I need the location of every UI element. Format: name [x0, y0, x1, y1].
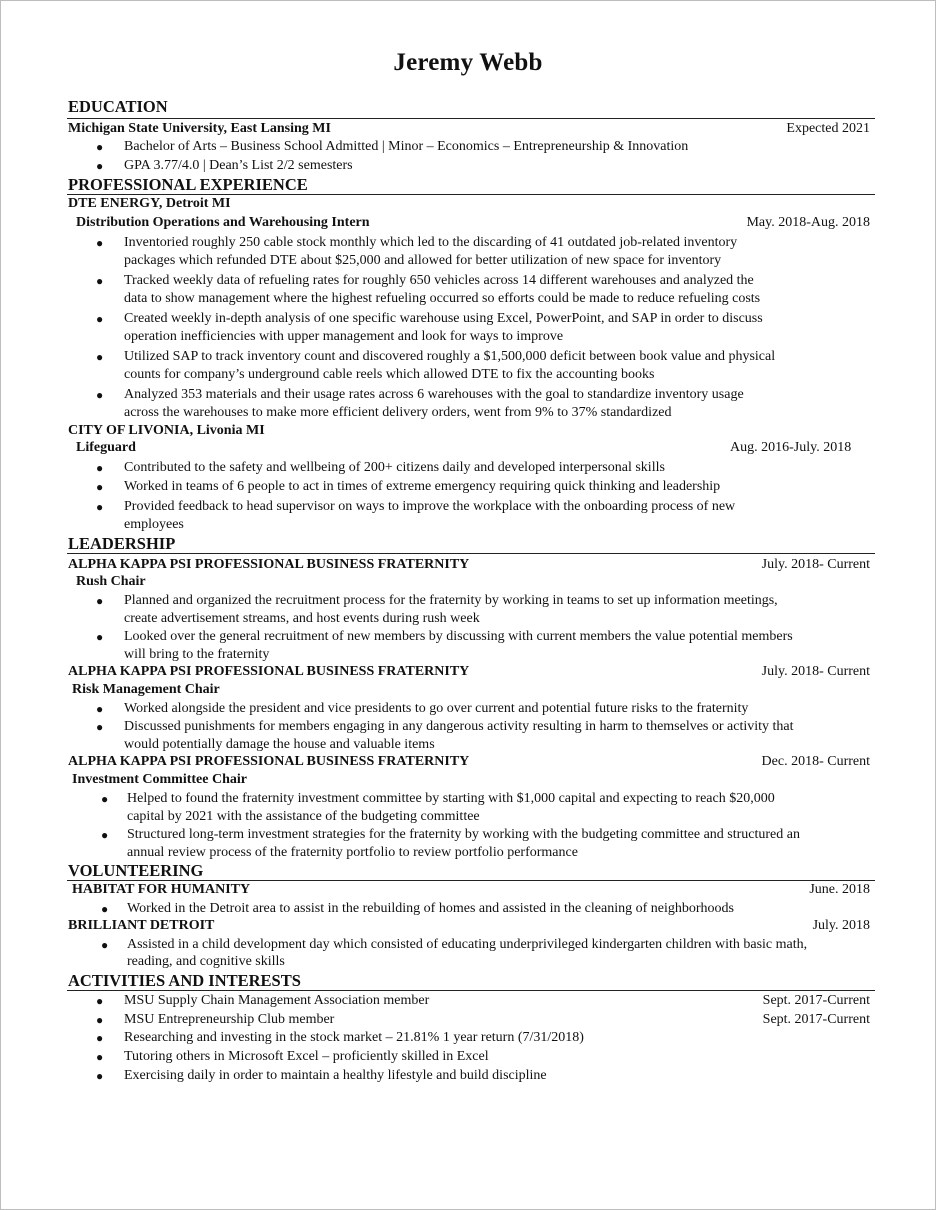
bullet-icon: ● [96, 630, 104, 644]
volunteering-rule [67, 880, 875, 881]
bullet-icon: ● [101, 902, 109, 916]
experience-heading: PROFESSIONAL EXPERIENCE [68, 175, 308, 194]
bullet-icon: ● [96, 994, 104, 1008]
leadership-rule [67, 553, 875, 554]
education-bullet: Bachelor of Arts – Business School Admitted | Minor – Economics – Entrepreneurship & Innovation [124, 139, 689, 154]
education-date: Expected 2021 [786, 121, 870, 136]
bullet-icon: ● [96, 702, 104, 716]
leadership-heading: LEADERSHIP [68, 534, 176, 553]
bullet-icon: ● [96, 350, 104, 364]
role-title: Risk Management Chair [72, 682, 220, 697]
role-bullet-line: Discussed punishments for members engaging in any dangerous activity resulting in harm to themselves or activity that [124, 719, 794, 734]
job-org: CITY OF LIVONIA, Livonia MI [68, 423, 265, 438]
education-bullet: GPA 3.77/4.0 | Dean’s List 2/2 semesters [124, 158, 353, 173]
role-title: Investment Committee Chair [72, 772, 247, 787]
education-heading: EDUCATION [68, 97, 168, 116]
job-bullet-line: Utilized SAP to track inventory count and discovered roughly a $1,500,000 deficit between book value and physical [124, 349, 776, 364]
activity-item: Exercising daily in order to maintain a healthy lifestyle and build discipline [124, 1068, 547, 1083]
job-bullet-line: packages which refunded DTE about $25,000 and allowed for better utilization of new space for inventory [124, 253, 722, 268]
job-date: May. 2018-Aug. 2018 [746, 215, 870, 230]
job-bullet-line: across the warehouses to make more efficient delivery orders, went from 9% to 37% standardized [124, 405, 672, 420]
volunteer-date: July. 2018 [812, 918, 870, 933]
bullet-icon: ● [96, 720, 104, 734]
job-bullet-line: operation inefficiencies with upper management and look for ways to improve [124, 329, 564, 344]
job-bullet-line: Tracked weekly data of refueling rates for roughly 650 vehicles across 14 different warehouses and analyzed the [124, 273, 754, 288]
job-bullet-line: Created weekly in-depth analysis of one specific warehouse using Excel, PowerPoint, and SAP in order to discuss [124, 311, 763, 326]
job-bullet-line: Worked in teams of 6 people to act in times of extreme emergency requiring quick thinking and leadership [124, 479, 721, 494]
role-org: ALPHA KAPPA PSI PROFESSIONAL BUSINESS FRATERNITY [68, 754, 470, 769]
activity-item: MSU Entrepreneurship Club member [124, 1012, 335, 1027]
bullet-icon: ● [101, 828, 109, 842]
volunteer-org: HABITAT FOR HUMANITY [72, 882, 251, 897]
activities-heading: ACTIVITIES AND INTERESTS [68, 971, 301, 990]
role-bullet-line: Planned and organized the recruitment process for the fraternity by working in teams to set up information meetings, [124, 593, 778, 608]
role-date: Dec. 2018- Current [761, 754, 870, 769]
job-bullet-line: Provided feedback to head supervisor on ways to improve the workplace with the onboarding process of new [124, 499, 736, 514]
role-date: July. 2018- Current [761, 557, 870, 572]
volunteer-bullet-line: Assisted in a child development day which consisted of educating underprivileged kindergarten children with basic math, [127, 937, 808, 952]
volunteering-heading: VOLUNTEERING [68, 861, 204, 880]
volunteer-org: BRILLIANT DETROIT [68, 918, 215, 933]
bullet-icon: ● [96, 388, 104, 402]
job-bullet-line: Contributed to the safety and wellbeing of 200+ citizens daily and developed interpersonal skills [124, 460, 665, 475]
job-date: Aug. 2016-July. 2018 [730, 440, 852, 455]
bullet-icon: ● [96, 312, 104, 326]
role-bullet-line: Helped to found the fraternity investment committee by starting with $1,000 capital and expecting to reach $20,000 [127, 791, 775, 806]
activities-rule [67, 990, 875, 991]
bullet-icon: ● [96, 1050, 104, 1064]
bullet-icon: ● [96, 480, 104, 494]
bullet-icon: ● [96, 594, 104, 608]
volunteer-bullet-line: reading, and cognitive skills [127, 954, 285, 969]
job-org: DTE ENERGY, Detroit MI [68, 196, 231, 211]
education-rule [67, 118, 875, 119]
experience-rule [67, 194, 875, 195]
job-bullet-line: employees [124, 517, 184, 532]
bullet-icon: ● [96, 461, 104, 475]
job-bullet-line: Analyzed 353 materials and their usage rates across 6 warehouses with the goal to standardize inventory usage [124, 387, 744, 402]
role-bullet-line: annual review process of the fraternity portfolio to review portfolio performance [127, 845, 578, 860]
role-org: ALPHA KAPPA PSI PROFESSIONAL BUSINESS FRATERNITY [68, 664, 470, 679]
bullet-icon: ● [101, 792, 109, 806]
job-bullet-line: counts for company’s underground cable reels which allowed DTE to fix the accounting books [124, 367, 655, 382]
job-bullet-line: Inventoried roughly 250 cable stock monthly which led to the discarding of 41 outdated job-related inventory [124, 235, 738, 250]
role-bullet-line: capital by 2021 with the assistance of the budgeting committee [127, 809, 480, 824]
activity-date: Sept. 2017-Current [762, 993, 870, 1008]
job-title: Distribution Operations and Warehousing Intern [76, 215, 370, 230]
bullet-icon: ● [96, 1031, 104, 1045]
bullet-icon: ● [96, 140, 104, 154]
role-bullet-line: Looked over the general recruitment of new members by discussing with current members the value potential members [124, 629, 793, 644]
activity-date: Sept. 2017-Current [762, 1012, 870, 1027]
bullet-icon: ● [96, 500, 104, 514]
role-title: Rush Chair [76, 574, 146, 589]
bullet-icon: ● [96, 236, 104, 250]
role-bullet-line: would potentially damage the house and valuable items [124, 737, 435, 752]
volunteer-date: June. 2018 [809, 882, 870, 897]
role-bullet-line: Structured long-term investment strategies for the fraternity by working with the budgeting committee and structured an [127, 827, 800, 842]
role-org: ALPHA KAPPA PSI PROFESSIONAL BUSINESS FRATERNITY [68, 557, 470, 572]
activity-item: MSU Supply Chain Management Association member [124, 993, 430, 1008]
role-bullet-line: create advertisement streams, and host events during rush week [124, 611, 480, 626]
bullet-icon: ● [96, 1013, 104, 1027]
bullet-icon: ● [96, 159, 104, 173]
job-bullet-line: data to show management where the highest refueling occurred so efforts could be made to reduce refueling costs [124, 291, 761, 306]
role-bullet-line: Worked alongside the president and vice presidents to go over current and potential future risks to the fraternity [124, 701, 749, 716]
role-date: July. 2018- Current [761, 664, 870, 679]
bullet-icon: ● [101, 938, 109, 952]
school-name: Michigan State University, East Lansing MI [68, 121, 331, 136]
candidate-name: Jeremy Webb [393, 49, 543, 76]
role-bullet-line: will bring to the fraternity [124, 647, 270, 662]
bullet-icon: ● [96, 274, 104, 288]
bullet-icon: ● [96, 1069, 104, 1083]
volunteer-bullet-line: Worked in the Detroit area to assist in the rebuilding of homes and assisted in the cleaning of neighborhoods [127, 901, 734, 916]
activity-item: Researching and investing in the stock market – 21.81% 1 year return (7/31/2018) [124, 1030, 584, 1045]
activity-item: Tutoring others in Microsoft Excel – proficiently skilled in Excel [124, 1049, 489, 1064]
job-title: Lifeguard [76, 440, 136, 455]
